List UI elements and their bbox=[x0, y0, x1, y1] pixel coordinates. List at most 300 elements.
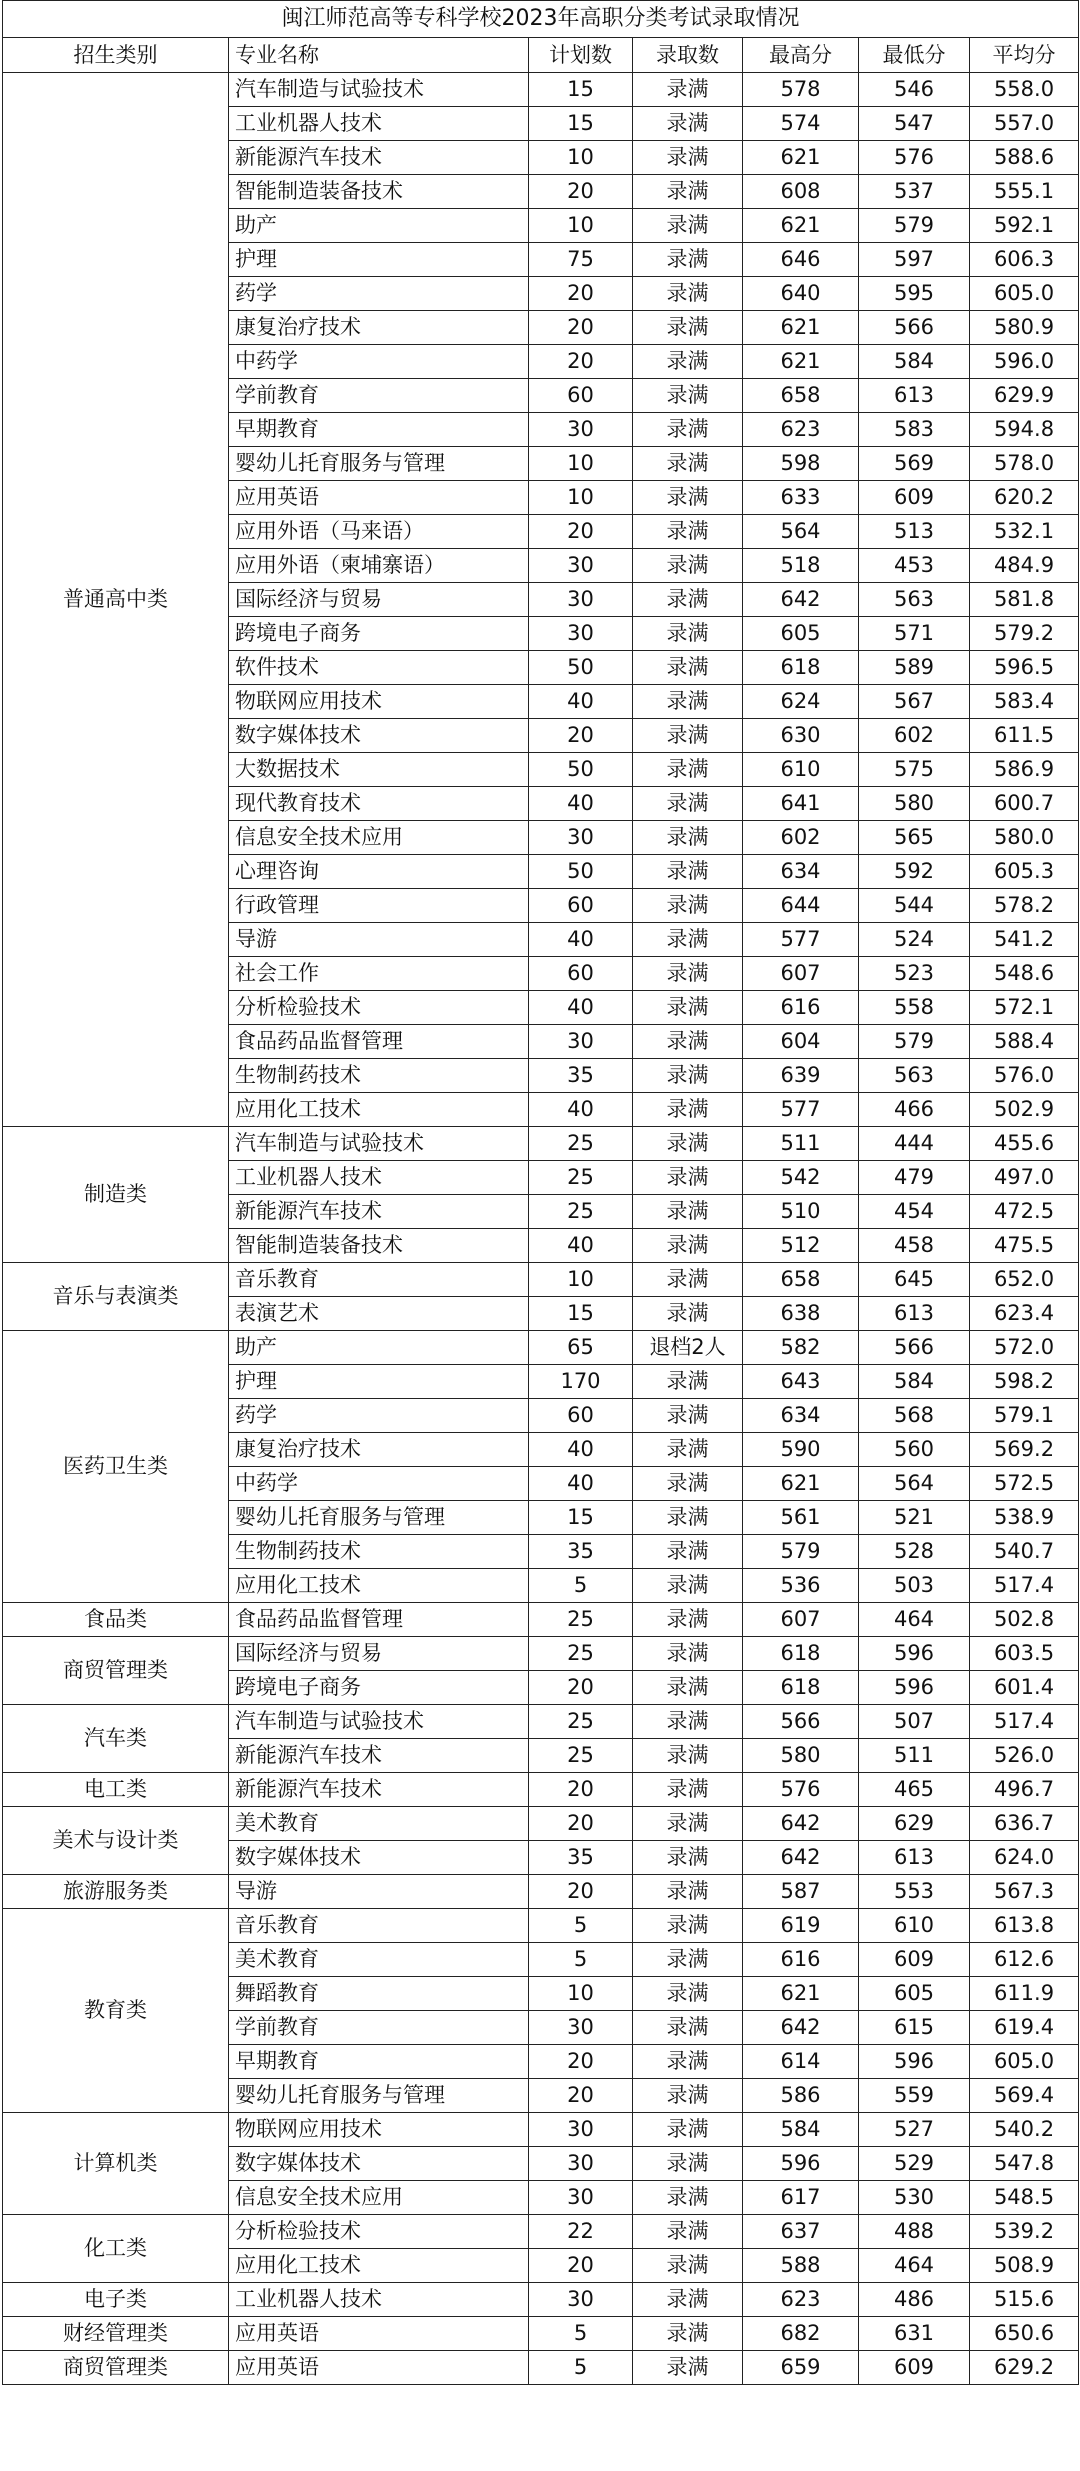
avg-score: 578.2 bbox=[970, 889, 1079, 923]
major-name: 智能制造装备技术 bbox=[229, 1229, 529, 1263]
admitted-status: 录满 bbox=[633, 889, 743, 923]
min-score: 592 bbox=[859, 855, 970, 889]
admitted-status: 录满 bbox=[633, 481, 743, 515]
min-score: 521 bbox=[859, 1501, 970, 1535]
min-score: 454 bbox=[859, 1195, 970, 1229]
column-header-max: 最高分 bbox=[743, 38, 859, 73]
min-score: 524 bbox=[859, 923, 970, 957]
max-score: 511 bbox=[743, 1127, 859, 1161]
column-header-min: 最低分 bbox=[859, 38, 970, 73]
avg-score: 652.0 bbox=[970, 1263, 1079, 1297]
admitted-status: 录满 bbox=[633, 1399, 743, 1433]
max-score: 637 bbox=[743, 2215, 859, 2249]
category-cell: 音乐与表演类 bbox=[3, 1263, 229, 1331]
avg-score: 578.0 bbox=[970, 447, 1079, 481]
table-row bbox=[3, 2215, 1079, 2249]
avg-score: 629.9 bbox=[970, 379, 1079, 413]
max-score: 624 bbox=[743, 685, 859, 719]
min-score: 566 bbox=[859, 1331, 970, 1365]
admitted-status: 录满 bbox=[633, 617, 743, 651]
avg-score: 594.8 bbox=[970, 413, 1079, 447]
major-name: 导游 bbox=[229, 923, 529, 957]
admitted-status: 录满 bbox=[633, 2147, 743, 2181]
admitted-status: 录满 bbox=[633, 1841, 743, 1875]
avg-score: 601.4 bbox=[970, 1671, 1079, 1705]
max-score: 586 bbox=[743, 2079, 859, 2113]
avg-score: 605.0 bbox=[970, 277, 1079, 311]
max-score: 621 bbox=[743, 1977, 859, 2011]
plan-count: 30 bbox=[529, 2113, 633, 2147]
major-name: 早期教育 bbox=[229, 413, 529, 447]
min-score: 479 bbox=[859, 1161, 970, 1195]
max-score: 605 bbox=[743, 617, 859, 651]
avg-score: 624.0 bbox=[970, 1841, 1079, 1875]
major-name: 中药学 bbox=[229, 1467, 529, 1501]
avg-score: 619.4 bbox=[970, 2011, 1079, 2045]
admitted-status: 录满 bbox=[633, 855, 743, 889]
avg-score: 603.5 bbox=[970, 1637, 1079, 1671]
min-score: 466 bbox=[859, 1093, 970, 1127]
avg-score: 497.0 bbox=[970, 1161, 1079, 1195]
min-score: 559 bbox=[859, 2079, 970, 2113]
plan-count: 22 bbox=[529, 2215, 633, 2249]
max-score: 587 bbox=[743, 1875, 859, 1909]
admitted-status: 录满 bbox=[633, 1093, 743, 1127]
admitted-status: 录满 bbox=[633, 787, 743, 821]
avg-score: 636.7 bbox=[970, 1807, 1079, 1841]
plan-count: 25 bbox=[529, 1603, 633, 1637]
major-name: 应用化工技术 bbox=[229, 2249, 529, 2283]
max-score: 634 bbox=[743, 855, 859, 889]
admitted-status: 录满 bbox=[633, 1433, 743, 1467]
max-score: 536 bbox=[743, 1569, 859, 1603]
admitted-status: 录满 bbox=[633, 1161, 743, 1195]
admitted-status: 录满 bbox=[633, 1569, 743, 1603]
plan-count: 10 bbox=[529, 1977, 633, 2011]
header-row bbox=[3, 38, 1079, 73]
category-cell: 电工类 bbox=[3, 1773, 229, 1807]
admitted-status: 录满 bbox=[633, 2079, 743, 2113]
avg-score: 581.8 bbox=[970, 583, 1079, 617]
admitted-status: 录满 bbox=[633, 209, 743, 243]
plan-count: 20 bbox=[529, 345, 633, 379]
admitted-status: 录满 bbox=[633, 447, 743, 481]
plan-count: 40 bbox=[529, 1467, 633, 1501]
max-score: 602 bbox=[743, 821, 859, 855]
avg-score: 579.2 bbox=[970, 617, 1079, 651]
major-name: 美术教育 bbox=[229, 1943, 529, 1977]
avg-score: 547.8 bbox=[970, 2147, 1079, 2181]
admitted-status: 录满 bbox=[633, 311, 743, 345]
major-name: 工业机器人技术 bbox=[229, 1161, 529, 1195]
min-score: 568 bbox=[859, 1399, 970, 1433]
max-score: 579 bbox=[743, 1535, 859, 1569]
admitted-status: 录满 bbox=[633, 1705, 743, 1739]
max-score: 634 bbox=[743, 1399, 859, 1433]
min-score: 563 bbox=[859, 1059, 970, 1093]
major-name: 美术教育 bbox=[229, 1807, 529, 1841]
avg-score: 540.2 bbox=[970, 2113, 1079, 2147]
min-score: 596 bbox=[859, 2045, 970, 2079]
plan-count: 40 bbox=[529, 1229, 633, 1263]
table-body bbox=[3, 1, 1079, 2385]
min-score: 605 bbox=[859, 1977, 970, 2011]
admitted-status: 录满 bbox=[633, 1807, 743, 1841]
min-score: 595 bbox=[859, 277, 970, 311]
admitted-status: 录满 bbox=[633, 2317, 743, 2351]
plan-count: 50 bbox=[529, 855, 633, 889]
table-row bbox=[3, 1807, 1079, 1841]
admitted-status: 录满 bbox=[633, 923, 743, 957]
avg-score: 583.4 bbox=[970, 685, 1079, 719]
plan-count: 40 bbox=[529, 1093, 633, 1127]
plan-count: 10 bbox=[529, 481, 633, 515]
major-name: 康复治疗技术 bbox=[229, 311, 529, 345]
admitted-status: 录满 bbox=[633, 515, 743, 549]
max-score: 608 bbox=[743, 175, 859, 209]
admitted-status: 录满 bbox=[633, 991, 743, 1025]
major-name: 食品药品监督管理 bbox=[229, 1025, 529, 1059]
major-name: 大数据技术 bbox=[229, 753, 529, 787]
avg-score: 579.1 bbox=[970, 1399, 1079, 1433]
min-score: 464 bbox=[859, 1603, 970, 1637]
major-name: 数字媒体技术 bbox=[229, 2147, 529, 2181]
table-row bbox=[3, 1705, 1079, 1739]
table-row bbox=[3, 1603, 1079, 1637]
major-name: 生物制药技术 bbox=[229, 1059, 529, 1093]
plan-count: 20 bbox=[529, 311, 633, 345]
category-cell: 教育类 bbox=[3, 1909, 229, 2113]
plan-count: 15 bbox=[529, 1501, 633, 1535]
max-score: 512 bbox=[743, 1229, 859, 1263]
min-score: 613 bbox=[859, 1841, 970, 1875]
avg-score: 455.6 bbox=[970, 1127, 1079, 1161]
max-score: 582 bbox=[743, 1331, 859, 1365]
avg-score: 555.1 bbox=[970, 175, 1079, 209]
plan-count: 170 bbox=[529, 1365, 633, 1399]
category-cell: 商贸管理类 bbox=[3, 1637, 229, 1705]
major-name: 助产 bbox=[229, 1331, 529, 1365]
admitted-status: 录满 bbox=[633, 1229, 743, 1263]
major-name: 音乐教育 bbox=[229, 1909, 529, 1943]
major-name: 行政管理 bbox=[229, 889, 529, 923]
major-name: 数字媒体技术 bbox=[229, 719, 529, 753]
major-name: 康复治疗技术 bbox=[229, 1433, 529, 1467]
max-score: 640 bbox=[743, 277, 859, 311]
min-score: 537 bbox=[859, 175, 970, 209]
max-score: 576 bbox=[743, 1773, 859, 1807]
title-row bbox=[3, 1, 1079, 38]
max-score: 618 bbox=[743, 1637, 859, 1671]
min-score: 558 bbox=[859, 991, 970, 1025]
major-name: 应用英语 bbox=[229, 481, 529, 515]
max-score: 659 bbox=[743, 2351, 859, 2385]
major-name: 软件技术 bbox=[229, 651, 529, 685]
min-score: 583 bbox=[859, 413, 970, 447]
min-score: 566 bbox=[859, 311, 970, 345]
avg-score: 526.0 bbox=[970, 1739, 1079, 1773]
avg-score: 588.6 bbox=[970, 141, 1079, 175]
major-name: 应用英语 bbox=[229, 2317, 529, 2351]
plan-count: 30 bbox=[529, 617, 633, 651]
avg-score: 557.0 bbox=[970, 107, 1079, 141]
plan-count: 25 bbox=[529, 1127, 633, 1161]
min-score: 563 bbox=[859, 583, 970, 617]
avg-score: 496.7 bbox=[970, 1773, 1079, 1807]
plan-count: 15 bbox=[529, 107, 633, 141]
avg-score: 600.7 bbox=[970, 787, 1079, 821]
plan-count: 20 bbox=[529, 2045, 633, 2079]
major-name: 智能制造装备技术 bbox=[229, 175, 529, 209]
admitted-status: 录满 bbox=[633, 2283, 743, 2317]
major-name: 国际经济与贸易 bbox=[229, 1637, 529, 1671]
min-score: 569 bbox=[859, 447, 970, 481]
column-header-plan: 计划数 bbox=[529, 38, 633, 73]
max-score: 566 bbox=[743, 1705, 859, 1739]
min-score: 609 bbox=[859, 481, 970, 515]
table-row bbox=[3, 1773, 1079, 1807]
major-name: 物联网应用技术 bbox=[229, 685, 529, 719]
major-name: 工业机器人技术 bbox=[229, 107, 529, 141]
min-score: 610 bbox=[859, 1909, 970, 1943]
major-name: 信息安全技术应用 bbox=[229, 2181, 529, 2215]
major-name: 汽车制造与试验技术 bbox=[229, 1127, 529, 1161]
min-score: 602 bbox=[859, 719, 970, 753]
plan-count: 20 bbox=[529, 1773, 633, 1807]
avg-score: 538.9 bbox=[970, 1501, 1079, 1535]
major-name: 婴幼儿托育服务与管理 bbox=[229, 447, 529, 481]
max-score: 580 bbox=[743, 1739, 859, 1773]
admitted-status: 录满 bbox=[633, 2011, 743, 2045]
plan-count: 5 bbox=[529, 1569, 633, 1603]
avg-score: 612.6 bbox=[970, 1943, 1079, 1977]
plan-count: 10 bbox=[529, 1263, 633, 1297]
avg-score: 517.4 bbox=[970, 1569, 1079, 1603]
major-name: 表演艺术 bbox=[229, 1297, 529, 1331]
admitted-status: 录满 bbox=[633, 2113, 743, 2147]
major-name: 信息安全技术应用 bbox=[229, 821, 529, 855]
max-score: 623 bbox=[743, 2283, 859, 2317]
min-score: 560 bbox=[859, 1433, 970, 1467]
plan-count: 50 bbox=[529, 651, 633, 685]
max-score: 618 bbox=[743, 651, 859, 685]
min-score: 529 bbox=[859, 2147, 970, 2181]
admitted-status: 录满 bbox=[633, 821, 743, 855]
plan-count: 20 bbox=[529, 719, 633, 753]
major-name: 护理 bbox=[229, 243, 529, 277]
avg-score: 540.7 bbox=[970, 1535, 1079, 1569]
max-score: 518 bbox=[743, 549, 859, 583]
major-name: 分析检验技术 bbox=[229, 991, 529, 1025]
plan-count: 10 bbox=[529, 141, 633, 175]
major-name: 国际经济与贸易 bbox=[229, 583, 529, 617]
plan-count: 40 bbox=[529, 1433, 633, 1467]
plan-count: 65 bbox=[529, 1331, 633, 1365]
min-score: 544 bbox=[859, 889, 970, 923]
max-score: 598 bbox=[743, 447, 859, 481]
category-cell: 电子类 bbox=[3, 2283, 229, 2317]
major-name: 护理 bbox=[229, 1365, 529, 1399]
plan-count: 75 bbox=[529, 243, 633, 277]
admitted-status: 录满 bbox=[633, 583, 743, 617]
admitted-status: 录满 bbox=[633, 2351, 743, 2385]
major-name: 跨境电子商务 bbox=[229, 1671, 529, 1705]
max-score: 621 bbox=[743, 209, 859, 243]
max-score: 644 bbox=[743, 889, 859, 923]
plan-count: 40 bbox=[529, 991, 633, 1025]
avg-score: 613.8 bbox=[970, 1909, 1079, 1943]
min-score: 571 bbox=[859, 617, 970, 651]
major-name: 食品药品监督管理 bbox=[229, 1603, 529, 1637]
major-name: 中药学 bbox=[229, 345, 529, 379]
min-score: 596 bbox=[859, 1637, 970, 1671]
table-row bbox=[3, 2113, 1079, 2147]
max-score: 578 bbox=[743, 73, 859, 107]
plan-count: 25 bbox=[529, 1195, 633, 1229]
min-score: 458 bbox=[859, 1229, 970, 1263]
max-score: 642 bbox=[743, 1807, 859, 1841]
min-score: 488 bbox=[859, 2215, 970, 2249]
max-score: 577 bbox=[743, 923, 859, 957]
min-score: 615 bbox=[859, 2011, 970, 2045]
max-score: 641 bbox=[743, 787, 859, 821]
avg-score: 588.4 bbox=[970, 1025, 1079, 1059]
admitted-status: 录满 bbox=[633, 1943, 743, 1977]
plan-count: 5 bbox=[529, 1943, 633, 1977]
table-row bbox=[3, 73, 1079, 107]
avg-score: 605.0 bbox=[970, 2045, 1079, 2079]
admitted-status: 录满 bbox=[633, 1671, 743, 1705]
avg-score: 515.6 bbox=[970, 2283, 1079, 2317]
plan-count: 30 bbox=[529, 1025, 633, 1059]
admitted-status: 录满 bbox=[633, 2249, 743, 2283]
min-score: 645 bbox=[859, 1263, 970, 1297]
avg-score: 650.6 bbox=[970, 2317, 1079, 2351]
plan-count: 20 bbox=[529, 1875, 633, 1909]
admitted-status: 录满 bbox=[633, 413, 743, 447]
min-score: 547 bbox=[859, 107, 970, 141]
min-score: 530 bbox=[859, 2181, 970, 2215]
column-header-category: 招生类别 bbox=[3, 38, 229, 73]
max-score: 590 bbox=[743, 1433, 859, 1467]
admitted-status: 录满 bbox=[633, 345, 743, 379]
avg-score: 548.5 bbox=[970, 2181, 1079, 2215]
avg-score: 517.4 bbox=[970, 1705, 1079, 1739]
plan-count: 60 bbox=[529, 379, 633, 413]
admitted-status: 录满 bbox=[633, 1603, 743, 1637]
admitted-status: 退档2人 bbox=[633, 1331, 743, 1365]
admitted-status: 录满 bbox=[633, 1127, 743, 1161]
max-score: 607 bbox=[743, 957, 859, 991]
avg-score: 605.3 bbox=[970, 855, 1079, 889]
major-name: 早期教育 bbox=[229, 2045, 529, 2079]
avg-score: 539.2 bbox=[970, 2215, 1079, 2249]
category-cell: 食品类 bbox=[3, 1603, 229, 1637]
max-score: 616 bbox=[743, 1943, 859, 1977]
min-score: 565 bbox=[859, 821, 970, 855]
plan-count: 20 bbox=[529, 277, 633, 311]
admitted-status: 录满 bbox=[633, 277, 743, 311]
major-name: 药学 bbox=[229, 277, 529, 311]
plan-count: 30 bbox=[529, 821, 633, 855]
category-cell: 旅游服务类 bbox=[3, 1875, 229, 1909]
max-score: 604 bbox=[743, 1025, 859, 1059]
major-name: 应用化工技术 bbox=[229, 1569, 529, 1603]
plan-count: 60 bbox=[529, 1399, 633, 1433]
major-name: 分析检验技术 bbox=[229, 2215, 529, 2249]
plan-count: 20 bbox=[529, 515, 633, 549]
max-score: 642 bbox=[743, 583, 859, 617]
plan-count: 60 bbox=[529, 889, 633, 923]
major-name: 新能源汽车技术 bbox=[229, 1739, 529, 1773]
min-score: 579 bbox=[859, 209, 970, 243]
major-name: 新能源汽车技术 bbox=[229, 141, 529, 175]
max-score: 616 bbox=[743, 991, 859, 1025]
admitted-status: 录满 bbox=[633, 651, 743, 685]
min-score: 465 bbox=[859, 1773, 970, 1807]
category-cell: 财经管理类 bbox=[3, 2317, 229, 2351]
admitted-status: 录满 bbox=[633, 1535, 743, 1569]
avg-score: 620.2 bbox=[970, 481, 1079, 515]
max-score: 643 bbox=[743, 1365, 859, 1399]
max-score: 561 bbox=[743, 1501, 859, 1535]
max-score: 574 bbox=[743, 107, 859, 141]
table-row bbox=[3, 2351, 1079, 2385]
plan-count: 40 bbox=[529, 787, 633, 821]
min-score: 546 bbox=[859, 73, 970, 107]
major-name: 社会工作 bbox=[229, 957, 529, 991]
admitted-status: 录满 bbox=[633, 719, 743, 753]
max-score: 588 bbox=[743, 2249, 859, 2283]
min-score: 553 bbox=[859, 1875, 970, 1909]
admitted-status: 录满 bbox=[633, 1637, 743, 1671]
avg-score: 576.0 bbox=[970, 1059, 1079, 1093]
plan-count: 40 bbox=[529, 923, 633, 957]
avg-score: 596.5 bbox=[970, 651, 1079, 685]
min-score: 609 bbox=[859, 1943, 970, 1977]
max-score: 623 bbox=[743, 413, 859, 447]
min-score: 567 bbox=[859, 685, 970, 719]
avg-score: 569.4 bbox=[970, 2079, 1079, 2113]
min-score: 613 bbox=[859, 379, 970, 413]
admitted-status: 录满 bbox=[633, 107, 743, 141]
admitted-status: 录满 bbox=[633, 1977, 743, 2011]
avg-score: 580.0 bbox=[970, 821, 1079, 855]
avg-score: 558.0 bbox=[970, 73, 1079, 107]
major-name: 物联网应用技术 bbox=[229, 2113, 529, 2147]
admitted-status: 录满 bbox=[633, 1263, 743, 1297]
min-score: 486 bbox=[859, 2283, 970, 2317]
plan-count: 30 bbox=[529, 2283, 633, 2317]
avg-score: 572.5 bbox=[970, 1467, 1079, 1501]
max-score: 621 bbox=[743, 1467, 859, 1501]
min-score: 580 bbox=[859, 787, 970, 821]
plan-count: 25 bbox=[529, 1705, 633, 1739]
admitted-status: 录满 bbox=[633, 1365, 743, 1399]
major-name: 学前教育 bbox=[229, 2011, 529, 2045]
admitted-status: 录满 bbox=[633, 685, 743, 719]
avg-score: 580.9 bbox=[970, 311, 1079, 345]
table-row bbox=[3, 2283, 1079, 2317]
table-row bbox=[3, 1127, 1079, 1161]
major-name: 汽车制造与试验技术 bbox=[229, 1705, 529, 1739]
avg-score: 567.3 bbox=[970, 1875, 1079, 1909]
plan-count: 5 bbox=[529, 1909, 633, 1943]
category-cell: 制造类 bbox=[3, 1127, 229, 1263]
major-name: 生物制药技术 bbox=[229, 1535, 529, 1569]
max-score: 646 bbox=[743, 243, 859, 277]
major-name: 跨境电子商务 bbox=[229, 617, 529, 651]
